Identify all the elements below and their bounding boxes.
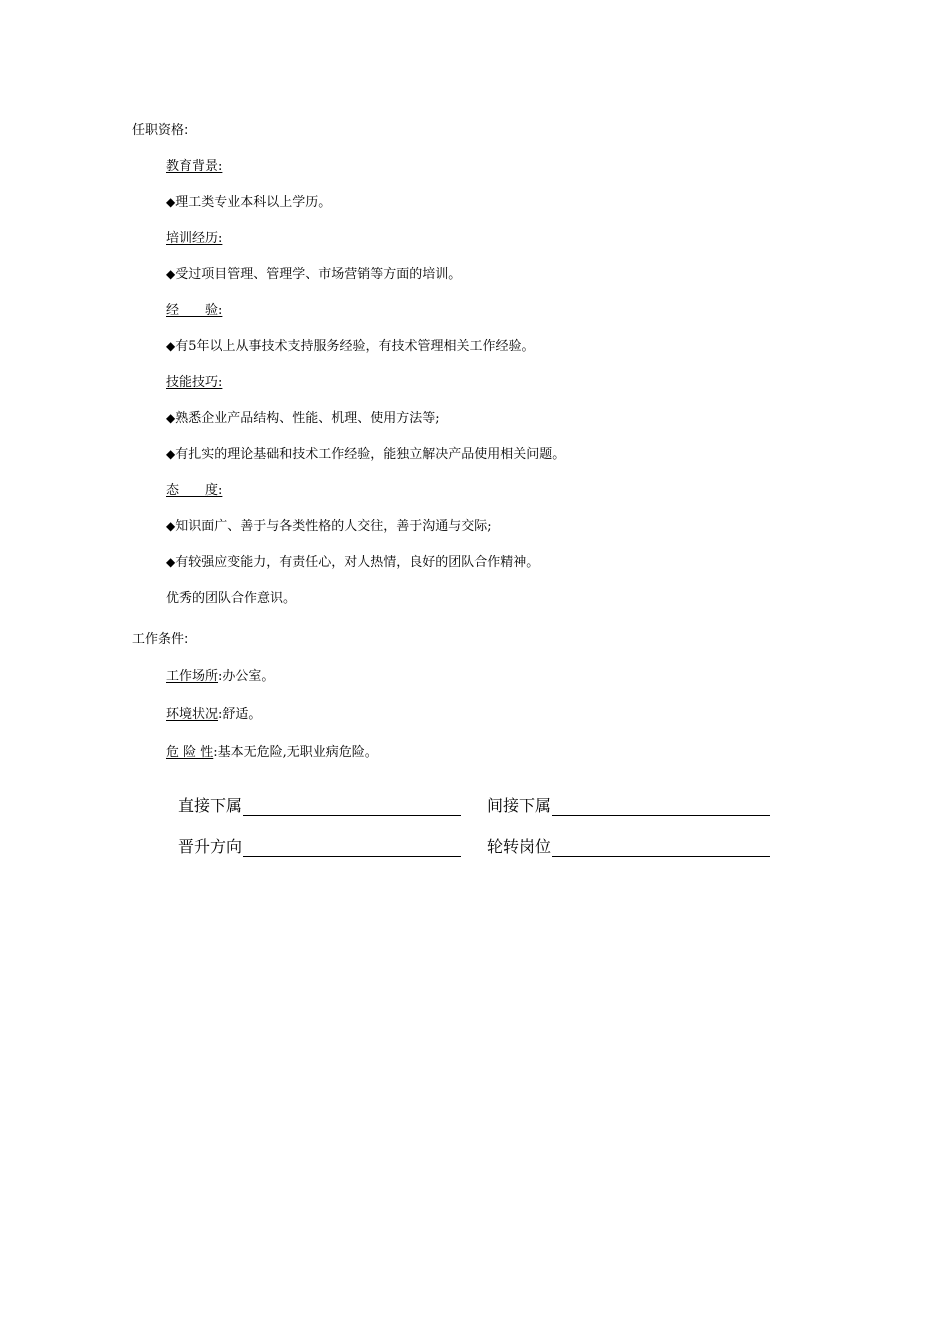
attitude-item: ◆有较强应变能力，有责任心，对人热情，良好的团队合作精神。 [166, 555, 540, 570]
attitude-label: 态 度: [166, 483, 223, 498]
hazard-row [166, 741, 378, 760]
environment-label: 环境状况 [166, 707, 219, 722]
training-label: 培训经历: [166, 231, 223, 246]
bullet-icon: ◆ [166, 411, 176, 425]
rotation-field [487, 834, 770, 857]
environment-row [166, 703, 261, 722]
rotation-blank[interactable] [552, 840, 770, 857]
bullet-icon: ◆ [166, 339, 176, 353]
bullet-icon: ◆ [166, 267, 176, 281]
attitude-extra: 优秀的团队合作意识。 [166, 591, 297, 606]
education-item: ◆理工类专业本科以上学历。 [166, 195, 332, 210]
location-row [166, 665, 274, 684]
hazard-value: :基本无危险,无职业病危险。 [213, 745, 378, 760]
indirect-subordinate-label: 间接下属 [487, 796, 552, 815]
bullet-icon: ◆ [166, 447, 176, 461]
direct-subordinate-label: 直接下属 [178, 796, 243, 815]
indirect-subordinate-field [487, 793, 770, 816]
promotion-field [178, 834, 461, 857]
bullet-icon: ◆ [166, 519, 176, 533]
bullet-icon: ◆ [166, 555, 176, 569]
conditions-heading: 工作条件: [132, 632, 189, 647]
hazard-label: 危 险 性 [166, 745, 214, 760]
indirect-subordinate-blank[interactable] [552, 799, 770, 816]
environment-value: :舒适。 [218, 707, 262, 722]
promotion-blank[interactable] [243, 840, 461, 857]
skills-item: ◆有扎实的理论基础和技术工作经验，能独立解决产品使用相关问题。 [166, 447, 566, 462]
direct-subordinate-field [178, 793, 461, 816]
qualifications-heading: 任职资格: [132, 123, 189, 138]
training-item: ◆受过项目管理、管理学、市场营销等方面的培训。 [166, 267, 462, 282]
promotion-label: 晋升方向 [178, 837, 243, 856]
skills-label: 技能技巧: [166, 375, 223, 390]
attitude-item: ◆知识面广、善于与各类性格的人交往，善于沟通与交际; [166, 519, 492, 534]
rotation-label: 轮转岗位 [487, 837, 552, 856]
experience-label: 经 验: [166, 303, 223, 318]
location-value: :办公室。 [218, 669, 275, 684]
experience-item: ◆有5年以上从事技术支持服务经验，有技术管理相关工作经验。 [166, 339, 535, 354]
skills-item: ◆熟悉企业产品结构、性能、机理、使用方法等; [166, 411, 440, 426]
location-label: 工作场所 [166, 669, 219, 684]
education-label: 教育背景: [166, 159, 223, 174]
bullet-icon: ◆ [166, 195, 176, 209]
direct-subordinate-blank[interactable] [243, 799, 461, 816]
